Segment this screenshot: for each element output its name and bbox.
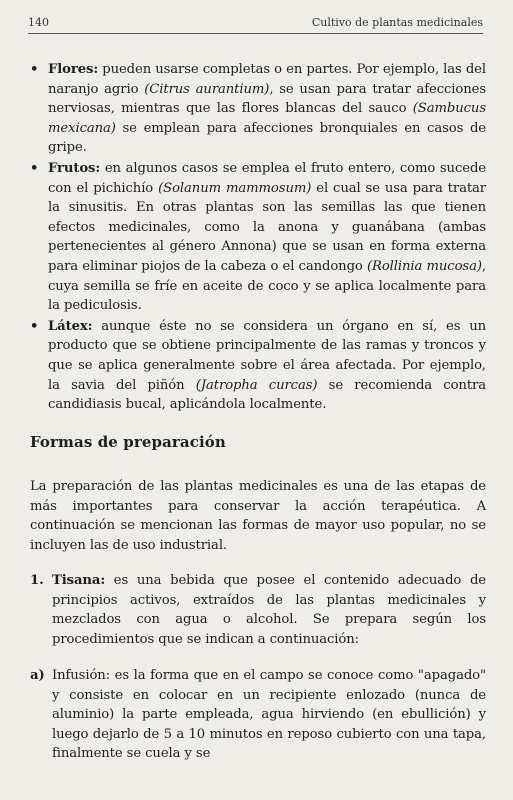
bullet-latex [30, 317, 486, 415]
bullet-text: , se usan para tratar afecciones nerviosas, mientras que las flores blancas del sauco [48, 81, 487, 117]
section-heading: Formas de preparación [30, 433, 226, 451]
bullet-text: pueden usarse completas o en partes. Por ejemplo, las del naranjo agrio [48, 62, 486, 97]
bullet-term: Frutos: [48, 160, 101, 176]
subitem-text: Infusión: es la forma que en el campo se conoce como "apagado" y consiste en colocar en un recipiente enlozado (nunca de aluminio) la parte empleada, agua hirviendo (en ebullición) y luego dejarlo de 5 a 10 minutos en reposo cubierto con una tapa, finalmente se cuela y se [52, 668, 486, 762]
numbered-item-tisana [30, 571, 486, 649]
item-body [52, 571, 486, 649]
bullet-flores [30, 60, 486, 158]
intro-paragraph: La preparación de las plantas medicinales es una de las etapas de más importantes para conservar la acción terapéutica. A continuación se mencionan las formas de mayor uso popular, no se incluyen las de uso industrial. [30, 479, 486, 553]
item-term: Tisana: [52, 573, 106, 588]
bullet-text: aunque éste no se considera un órgano en sí, es un producto que se obtiene principalmente de las ramas y troncos y que se aplica generalmente sobre el área afectada. Por ejemplo, la savia del piñón [48, 318, 486, 393]
bullet-text: se recomienda contra candidiasis bucal, aplicándola localmente. [48, 377, 486, 413]
species-name: (Citrus aurantium) [144, 81, 270, 97]
bullet-marker: • [30, 318, 39, 334]
species-name: (Jatropha curcas) [195, 377, 318, 393]
subitem-infusion [30, 666, 486, 764]
header-rule [28, 33, 483, 34]
page-header [28, 16, 483, 34]
running-title: Cultivo de plantas medicinales [311, 16, 483, 29]
bullet-text: en algunos casos se emplea el fruto entero, como sucede con el pichichío [48, 160, 486, 196]
bullet-term: Flores: [48, 62, 99, 77]
bullet-term: Látex: [48, 318, 93, 334]
bullet-list [30, 60, 486, 416]
bullet-text: se emplean para afecciones bronquiales en casos de gripe. [48, 120, 486, 156]
species-name: (Sambucus mexicana) [48, 101, 486, 136]
species-name: (Rollinia mucosa) [366, 258, 482, 274]
page-number: 140 [28, 16, 49, 29]
subitem-letter: a) [30, 668, 45, 683]
bullet-text: el cual se usa para tratar la sinusitis. En otras plantas son las semillas las que tienen efectos medicinales, como la anona y guanábana (ambas pertenecientes al género Annona) que se usan en forma externa para eliminar piojos de la cabeza o el candongo [48, 180, 487, 274]
bullet-marker: • [30, 160, 39, 176]
bullet-marker: • [30, 62, 39, 77]
item-text: es una bebida que posee el contenido adecuado de principios activos, extraídos de las plantas medicinales y mezclados con agua o alcohol. Se prepara según los procedimientos que se indican a continuación: [52, 573, 486, 647]
bullet-text: , cuya semilla se fríe en aceite de coco y se aplica localmente para la pediculosis. [48, 258, 486, 314]
item-number: 1. [30, 573, 44, 588]
bullet-frutos [30, 159, 486, 316]
species-name: (Solanum mammosum) [158, 180, 312, 196]
